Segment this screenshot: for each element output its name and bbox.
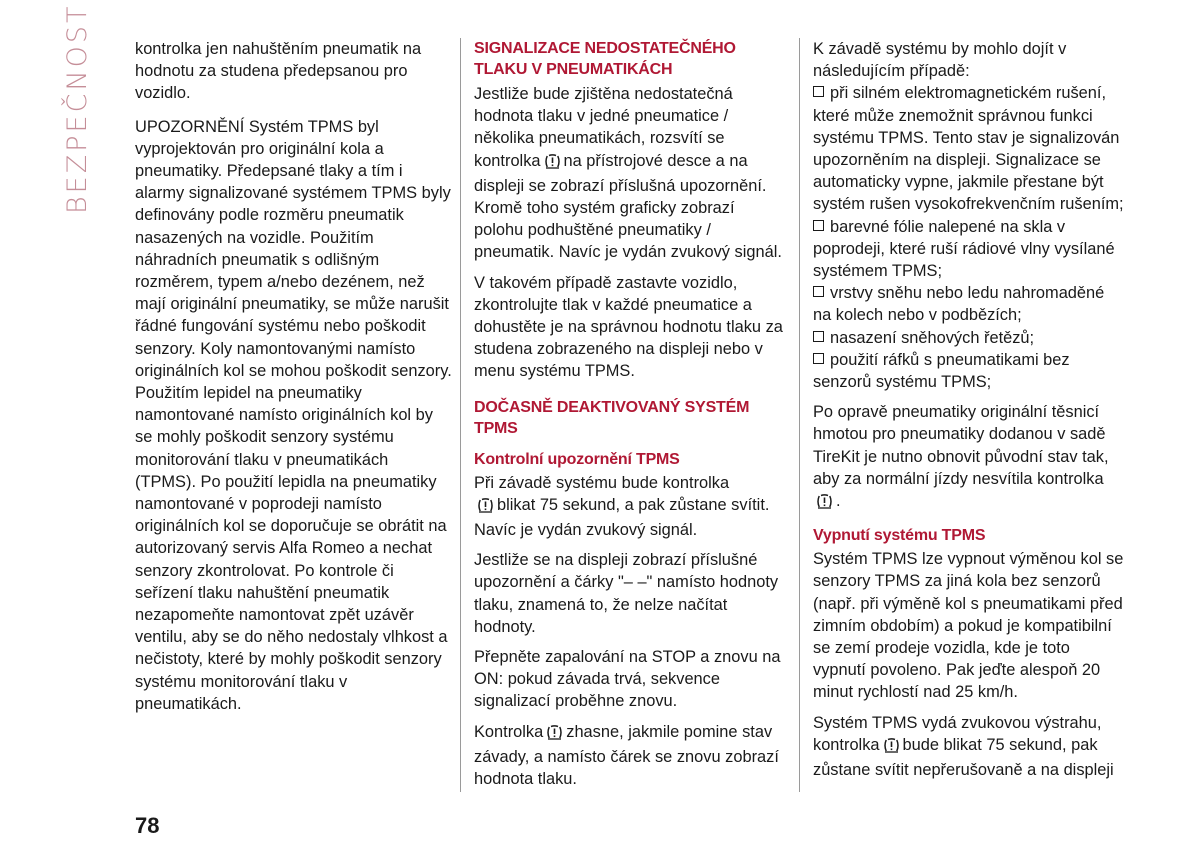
warning-paragraph: UPOZORNĚNÍ Systém TPMS byl vyprojektován pro originální kola a pneumatiky. Předepsané tlaky a tím i alarmy signalizované systémem TPMS byly definovány podle rozměru pneumatik nasazených na vozidle. Použitím náhradních pneumatik s odlišným rozměrem, typem a/nebo dezénem, než mají originální pneumatiky, se může narušit řádné fungování systému nebo poškodit senzory. Koly namontovanými namísto originálních kol se mohou poškodit senzory. Použitím lepidel na pneumatiky namontované namísto originálních kol by se mohly poškodit senzory systému monitorování tlaku v pneumatikách (TPMS). Po použití lepidla na pneumatiky namontované v poprodeji namísto originálních kol se doporučuje se obrátit na autorizovaný servis Alfa Romeo a nechat senzory zkontrolovat. Po kontrole či seřízení tlaku nahuštění pneumatik nezapomeňte namontovat zpět uzávěr ventilu, aby se do něho nedostaly vlhkost a nečistoty, které by mohly poškodit senzory systému monitorování tlaku v pneumatikách.	[135, 117, 452, 713]
subheading-disable: Vypnutí systému TPMS	[813, 527, 986, 545]
checkbox-bullet-icon	[813, 353, 824, 364]
subheading-warning: Kontrolní upozornění TPMS	[474, 450, 680, 468]
paragraph: Při závadě systému bude kontrolka blikat 75 sekund, a pak zůstane svítit. Navíc je vydán zvukový signál.	[474, 473, 770, 540]
list-item: barevné fólie nalepené na skla v poprodeji, které ruší rádiové vlny vysílané systémem TPMS;	[813, 217, 1115, 281]
list-item: vrstvy sněhu nebo ledu nahromaděné na kolech nebo v podbězích;	[813, 284, 1105, 325]
paragraph: K závadě systému by mohlo dojít v následujícím případě:	[813, 40, 1067, 81]
paragraph: Po opravě pneumatiky originální těsnicí hmotou pro pneumatiky dodanou v sadě TireKit je nutno obnovit původní stav tak, aby za normální jízdy nesvítila kontrolka .	[813, 401, 1125, 515]
paragraph: Systém TPMS vydá zvukovou výstrahu, kontrolka bude blikat 75 sekund, pak zůstane svítit nepřerušovaně a na displeji	[813, 713, 1114, 780]
heading-low-pressure: SIGNALIZACE NEDOSTATEČNÉHO TLAKU V PNEUMATIKÁCH	[474, 40, 736, 78]
page-number: 78	[135, 813, 160, 838]
heading-deactivated-system: DOČASNĚ DEAKTIVOVANÝ SYSTÉM TPMS	[474, 398, 750, 437]
tpms-warning-icon	[477, 497, 494, 519]
paragraph: Systém TPMS lze vypnout výměnou kol se senzory TPMS za jiná kola bez senzorů (např. při výměně kol s pneumatikami před zimním obdobím) a pokud je kompatibilní se zemí prodeje vozidla, kde je toto vypnutí povoleno. Pak jeďte alespoň 20 minut rychlostí nad 25 km/h.	[813, 550, 1124, 702]
list-item: nasazení sněhových řetězů;	[813, 327, 1125, 349]
checkbox-bullet-icon	[813, 331, 824, 342]
tpms-warning-icon	[816, 493, 833, 515]
list-item: použití ráfků s pneumatikami bez senzorů systému TPMS;	[813, 350, 1070, 392]
paragraph: kontrolka jen nahuštěním pneumatik na hodnotu za studena předepsanou pro vozidlo.	[135, 40, 422, 103]
checkbox-bullet-icon	[813, 220, 824, 231]
column-divider	[799, 38, 800, 792]
tpms-warning-icon	[544, 153, 561, 175]
column-3	[813, 38, 1125, 789]
paragraph: Jestliže se na displeji zobrazí příslušné upozornění a čárky "– –" namísto hodnoty tlaku, znamená to, že nelze načítat hodnoty.	[474, 551, 779, 636]
paragraph: Přepněte zapalování na STOP a znovu na ON: pokud závada trvá, sekvence signalizací proběhne znovu.	[474, 648, 781, 711]
list-item: při silném elektromagnetickém rušení, které může znemožnit správnou funkci systému TPMS. Tento stav je signalizován upozorněním na displeji. Signalizace se automaticky vypne, jakmile přestane být systém rušen vysokofrekvenčním rušením;	[813, 84, 1124, 214]
paragraph: Jestliže bude zjištěna nedostatečná hodnota tlaku v jedné pneumatice / několika pneumatikách, rozsvítí se kontrolka na přístrojové desce a na displeji se zobrazí příslušná upozornění. Kromě toho systém graficky zobrazí polohu podhuštěné pneumatiky / pneumatik. Navíc je vydán zvukový signál.	[474, 85, 782, 262]
column-divider	[460, 38, 461, 792]
tpms-warning-icon	[883, 737, 900, 759]
section-title: BEZPEČNOST	[62, 3, 93, 214]
paragraph: V takovém případě zastavte vozidlo, zkontrolujte tlak v každé pneumatice a dohustěte je na správnou hodnotu tlaku za studena zobrazeného na displeji nebo v menu systému TPMS.	[474, 273, 783, 381]
checkbox-bullet-icon	[813, 86, 824, 97]
column-2	[474, 38, 786, 798]
tpms-warning-icon	[546, 724, 563, 746]
column-1	[135, 38, 453, 726]
paragraph: Kontrolka zhasne, jakmile pomine stav závady, a namísto čárek se znovu zobrazí hodnota tlaku.	[474, 722, 779, 789]
checkbox-bullet-icon	[813, 286, 824, 297]
